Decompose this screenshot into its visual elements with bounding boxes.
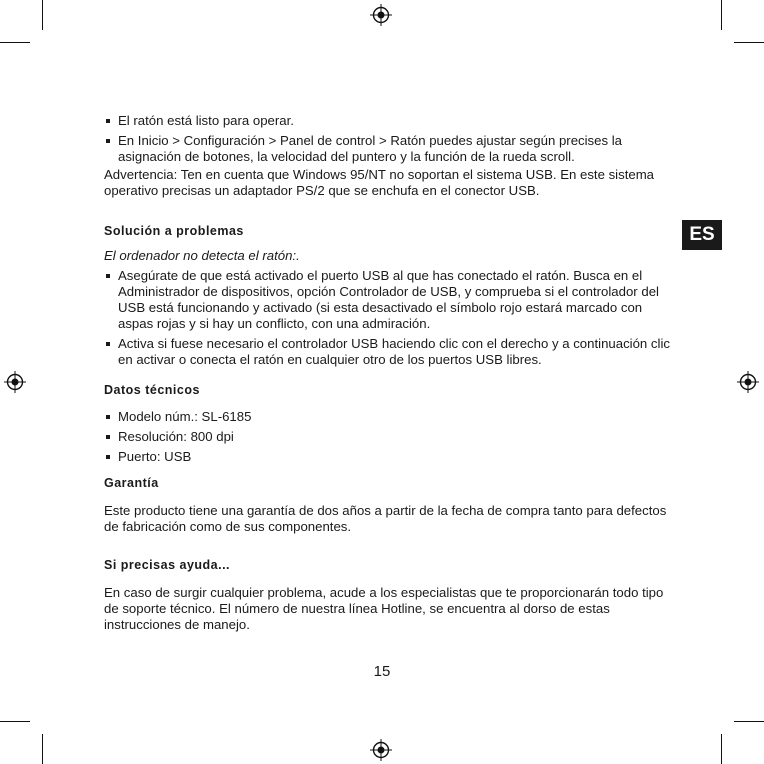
troubleshooting-list — [104, 268, 670, 368]
crop-mark — [0, 42, 30, 43]
crop-mark — [0, 721, 30, 722]
crop-mark — [721, 734, 722, 764]
registration-mark-icon — [370, 739, 392, 761]
crop-mark — [42, 734, 43, 764]
warning-paragraph: Advertencia: Ten en cuenta que Windows 95/NT no soportan el sistema USB. En este sistema operativo precisas un adaptador PS/2 que se enchufa en el conector USB. — [104, 167, 655, 198]
crop-mark — [734, 721, 764, 722]
troubleshooting-heading: Solución a problemas — [104, 224, 244, 238]
registration-mark-icon — [370, 4, 392, 26]
list-item: Modelo núm.: SL-6185 — [104, 409, 670, 425]
help-paragraph: En caso de surgir cualquier problema, acude a los especialistas que te proporcionarán todo tipo de soporte técnico. El número de nuestra línea Hotline, se encuentra al dorso de estas instrucciones de manejo. — [104, 585, 664, 632]
crop-mark — [42, 0, 43, 30]
crop-mark — [721, 0, 722, 30]
list-item: El ratón está listo para operar. — [104, 113, 670, 129]
troubleshooting-subtitle: El ordenador no detecta el ratón:. — [104, 248, 300, 263]
list-item: Asegúrate de que está activado el puerto USB al que has conectado el ratón. Busca en el Administrador de dispositivos, opción Controlador de USB, y comprueba si el controlador del USB está funcionando y activado (si esta desactivado el símbolo rojo estará marcado con aspas rojas y si hay un conflicto, con una admiración. — [104, 268, 670, 332]
help-heading: Si precisas ayuda... — [104, 558, 231, 572]
crop-mark — [734, 42, 764, 43]
list-item: En Inicio > Configuración > Panel de control > Ratón puedes ajustar según precises la asignación de botones, la velocidad del puntero y la función de la rueda scroll. — [104, 133, 670, 165]
specs-heading: Datos técnicos — [104, 383, 200, 397]
registration-mark-icon — [4, 371, 26, 393]
list-item: Activa si fuese necesario el controlador USB haciendo clic con el derecho y a continuación clic en activar o conecta el ratón en cualquier otro de los puertos USB libres. — [104, 336, 670, 368]
page-number: 15 — [373, 663, 391, 680]
language-badge: ES — [682, 220, 722, 250]
warranty-paragraph: Este producto tiene una garantía de dos años a partir de la fecha de compra tanto para defectos de fabricación como de sus componentes. — [104, 503, 667, 534]
registration-mark-icon — [737, 371, 759, 393]
warranty-heading: Garantía — [104, 476, 159, 490]
specs-list — [104, 409, 670, 465]
list-item: Puerto: USB — [104, 449, 670, 465]
list-item: Resolución: 800 dpi — [104, 429, 670, 445]
manual-content — [104, 113, 670, 633]
intro-list — [104, 113, 670, 165]
